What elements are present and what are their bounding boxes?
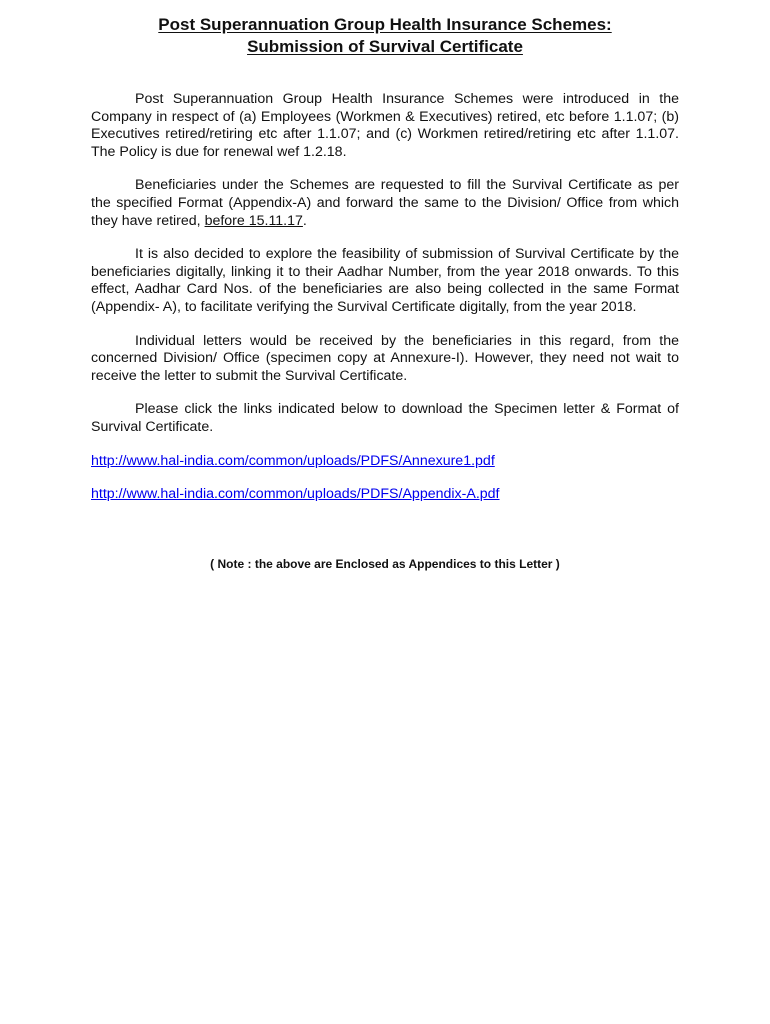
enclosure-note: ( Note : the above are Enclosed as Appendices to this Letter ) <box>210 557 560 571</box>
paragraph-download-instructions: Please click the links indicated below to download the Specimen letter & Format of Survival Certificate. <box>91 401 679 435</box>
annexure1-link[interactable]: http://www.hal-india.com/common/uploads/PDFS/Annexure1.pdf <box>91 452 495 469</box>
paragraph-beneficiaries-end: . <box>302 212 307 229</box>
paragraph-introduction: Post Superannuation Group Health Insurance Schemes were introduced in the Company in respect of (a) Employees (Workmen & Executives) retired, etc before 1.1.07; (b) Executives retired/retiring etc after 1.1.07; and (c) Workmen retired/retiring etc after 1.1.07. The Policy is due for renewal wef 1.2.18. <box>91 91 679 160</box>
title-line-2: Submission of Survival Certificate <box>247 37 523 56</box>
paragraph-beneficiaries <box>91 177 679 230</box>
document-body <box>91 91 679 520</box>
title-line-1: Post Superannuation Group Health Insurance Schemes: <box>158 15 612 34</box>
deadline-date: before 15.11.17 <box>204 212 303 229</box>
document-title <box>0 14 770 58</box>
paragraph-beneficiaries-text: Beneficiaries under the Schemes are requested to fill the Survival Certificate as per the specified Format (Appendix-A) and forward the same to the Division/ Office from which they have retired, <box>91 177 679 229</box>
paragraph-individual-letters: Individual letters would be received by the beneficiaries in this regard, from the concerned Division/ Office (specimen copy at Annexure-I). However, they need not wait to receive the letter to submit the Survival Certificate. <box>91 332 679 384</box>
appendix-a-link[interactable]: http://www.hal-india.com/common/uploads/PDFS/Appendix-A.pdf <box>91 486 500 503</box>
paragraph-digital-submission: It is also decided to explore the feasibility of submission of Survival Certificate by the beneficiaries digitally, linking it to their Aadhar Number, from the year 2018 onwards. To this effect, Aadhar Card Nos. of the beneficiaries are also being collected in the same Format (Appendix- A), to facilitate verifying the Survival Certificate digitally, from the year 2018. <box>91 246 679 315</box>
